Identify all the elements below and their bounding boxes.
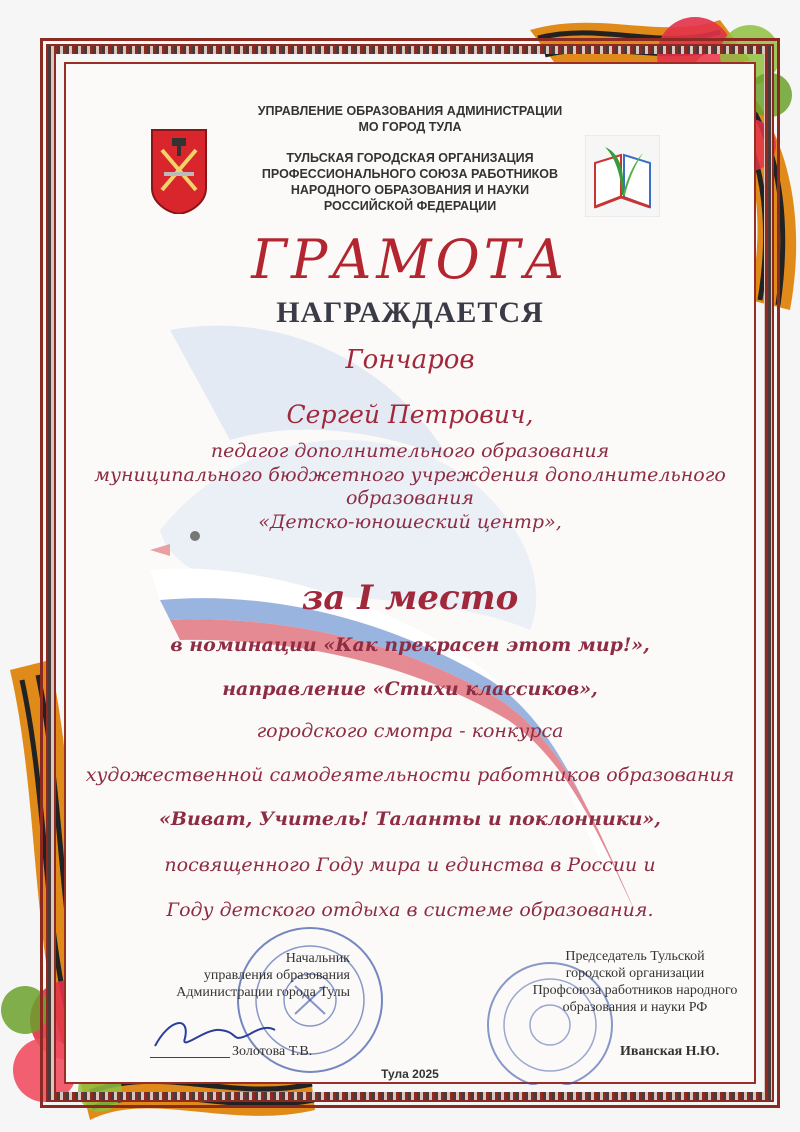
certificate-title: ГРАМОТА bbox=[251, 228, 569, 291]
dedication-line: посвященного Году мира и единства в России и bbox=[164, 854, 656, 876]
position-line: «Детско-юношеский центр», bbox=[258, 510, 562, 533]
recipient-position bbox=[80, 440, 740, 534]
issuer-line: МО ГОРОД ТУЛА bbox=[358, 120, 462, 134]
dedication-line: Году детского отдыха в системе образования. bbox=[166, 899, 654, 921]
union-header bbox=[220, 150, 600, 214]
tula-coat-of-arms-icon bbox=[150, 128, 208, 214]
recipient-name: Сергей Петрович, bbox=[286, 400, 534, 429]
recipient-surname: Гончаров bbox=[345, 345, 475, 375]
direction-line: направление «Стихи классиков», bbox=[222, 678, 598, 700]
contest-line: городского смотра - конкурса bbox=[256, 720, 564, 742]
signatory-right-name: Иванская Н.Ю. bbox=[620, 1044, 720, 1059]
awarded-heading: НАГРАЖДАЕТСЯ bbox=[276, 296, 544, 329]
signatory-left-line: Начальник bbox=[285, 951, 350, 966]
union-line: НАРОДНОГО ОБРАЗОВАНИЯ И НАУКИ bbox=[290, 183, 530, 197]
signatory-right-line: Председатель Тульской bbox=[565, 949, 705, 964]
position-line: муниципального бюджетного учреждения дополнительного bbox=[94, 463, 726, 486]
signatory-right-line: образования и науки РФ bbox=[562, 1000, 708, 1015]
signatory-right-line: Профсоюза работников народного bbox=[532, 983, 738, 998]
signature-line bbox=[150, 1057, 230, 1058]
signatory-left-line: управления образования bbox=[203, 968, 350, 983]
signatory-left-line: Администрации города Тулы bbox=[176, 985, 350, 1000]
union-line: ТУЛЬСКАЯ ГОРОДСКАЯ ОРГАНИЗАЦИЯ bbox=[286, 151, 534, 165]
union-line: ПРОФЕССИОНАЛЬНОГО СОЮЗА РАБОТНИКОВ bbox=[261, 167, 559, 181]
position-line: педагог дополнительного образования bbox=[210, 440, 610, 462]
issuer-header bbox=[200, 103, 620, 135]
city-year: Тула 2025 bbox=[381, 1067, 439, 1081]
contest-name: «Виват, Учитель! Таланты и поклонники», bbox=[159, 808, 661, 830]
signatory-right-title bbox=[500, 948, 770, 1016]
signatory-left-title bbox=[100, 950, 350, 1001]
signatory-left-name: Золотова Т.В. bbox=[232, 1044, 313, 1059]
contest-line: художественной самодеятельности работников образования bbox=[85, 764, 735, 786]
award-place: за I место bbox=[301, 578, 519, 618]
union-line: РОССИЙСКОЙ ФЕДЕРАЦИИ bbox=[323, 199, 497, 213]
position-line: образования bbox=[345, 487, 475, 509]
nomination-line: в номинации «Как прекрасен этот мир!», bbox=[170, 634, 650, 656]
issuer-line: УПРАВЛЕНИЕ ОБРАЗОВАНИЯ АДМИНИСТРАЦИИ bbox=[257, 104, 563, 118]
signatory-right-line: городской организации bbox=[565, 966, 705, 981]
